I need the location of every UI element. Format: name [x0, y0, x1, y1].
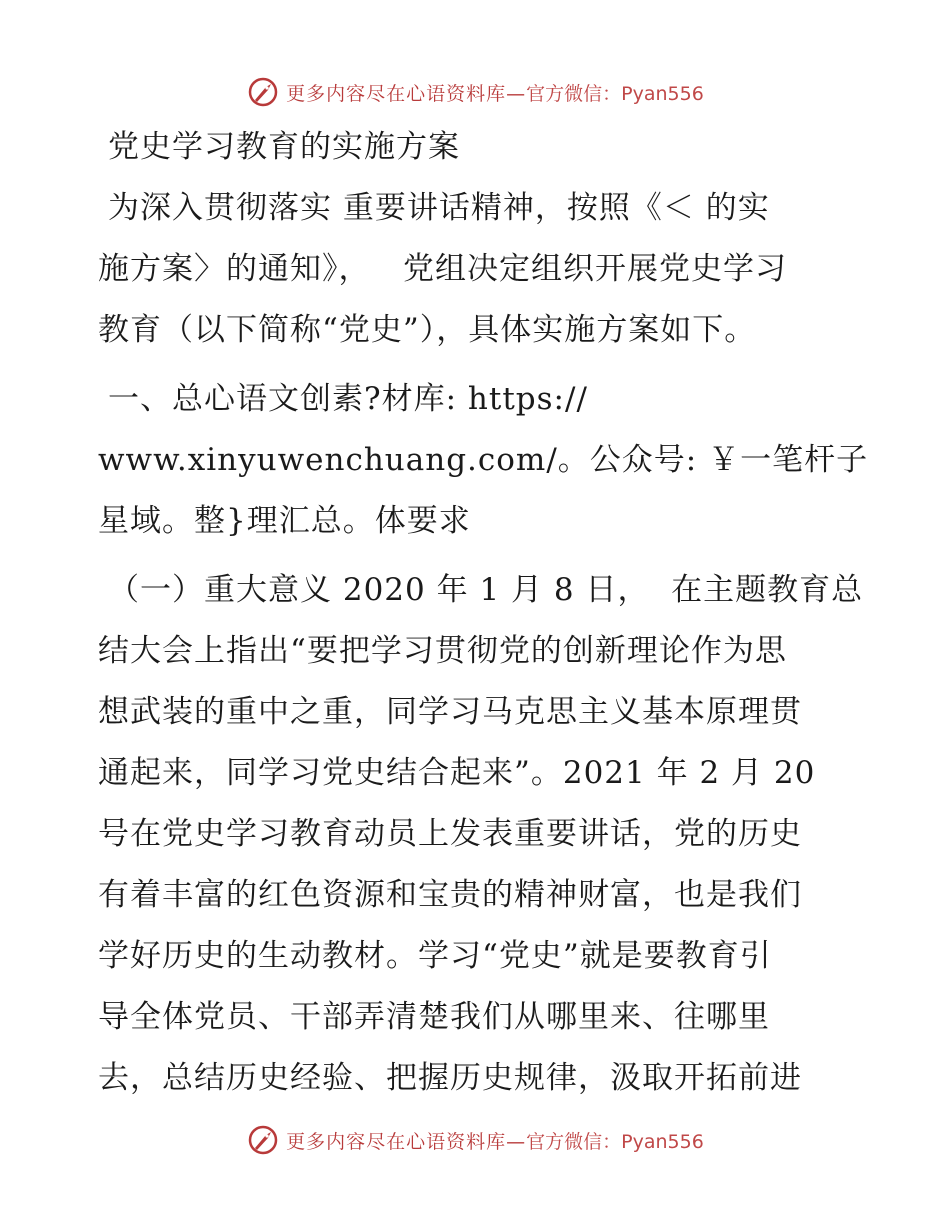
document-body	[98, 122, 869, 1117]
body-line: 去，总结历史经验、把握历史规律，汲取开拓前进	[98, 1060, 802, 1096]
section-line: www.xinyuwenchuang.com/。公众号: ￥一笔杆子	[98, 442, 869, 478]
header-banner-text	[286, 79, 704, 106]
body-line: 有着丰富的红色资源和宝贵的精神财富，也是我们	[98, 877, 802, 913]
document-title: 党史学习教育的实施方案	[108, 129, 460, 165]
body-line: 结大会上指出“要把学习贯彻党的创新理论作为思	[98, 633, 787, 669]
pen-nib-icon	[246, 1123, 280, 1157]
section-line: 星域。整}理汇总。体要求	[98, 503, 471, 539]
section-heading-paragraph	[98, 369, 869, 552]
body-paragraph	[98, 560, 864, 1109]
intro-line: 施方案〉的通知》， 党组决定组织开展党史学习	[98, 251, 788, 287]
body-line: 想武装的重中之重，同学习马克思主义基本原理贯	[98, 694, 802, 730]
footer-watermark-banner	[0, 1120, 950, 1160]
banner-main-text: 更多内容尽在心语资料库	[286, 82, 507, 105]
body-line: 学好历史的生动教材。学习“党史”就是要教育引	[98, 938, 772, 974]
body-line: （一）重大意义 2020 年 1 月 8 日， 在主题教育总	[108, 572, 864, 608]
pen-nib-icon	[246, 75, 280, 109]
intro-paragraph	[98, 178, 858, 361]
body-line: 通起来，同学习党史结合起来”。2021 年 2 月 20	[98, 755, 816, 791]
banner-main-text: 更多内容尽在心语资料库	[286, 1130, 507, 1153]
body-line: 号在党史学习教育动员上发表重要讲话，党的历史	[98, 816, 802, 852]
body-line: 导全体党员、干部弄清楚我们从哪里来、往哪里	[98, 999, 770, 1035]
banner-wechat-text: 官方微信：Pyan556	[526, 82, 704, 105]
section-line: 一、总心语文创素?材库: https://	[108, 381, 588, 417]
intro-line: 为深入贯彻落实 重要讲话精神，按照《＜ 的实	[108, 190, 770, 226]
footer-banner-text	[286, 1127, 704, 1154]
intro-line: 教育（以下简称“党史”），具体实施方案如下。	[98, 312, 757, 348]
banner-dash: —	[506, 1130, 527, 1153]
banner-dash: —	[506, 82, 527, 105]
banner-wechat-text: 官方微信：Pyan556	[526, 1130, 704, 1153]
header-watermark-banner	[0, 72, 950, 112]
